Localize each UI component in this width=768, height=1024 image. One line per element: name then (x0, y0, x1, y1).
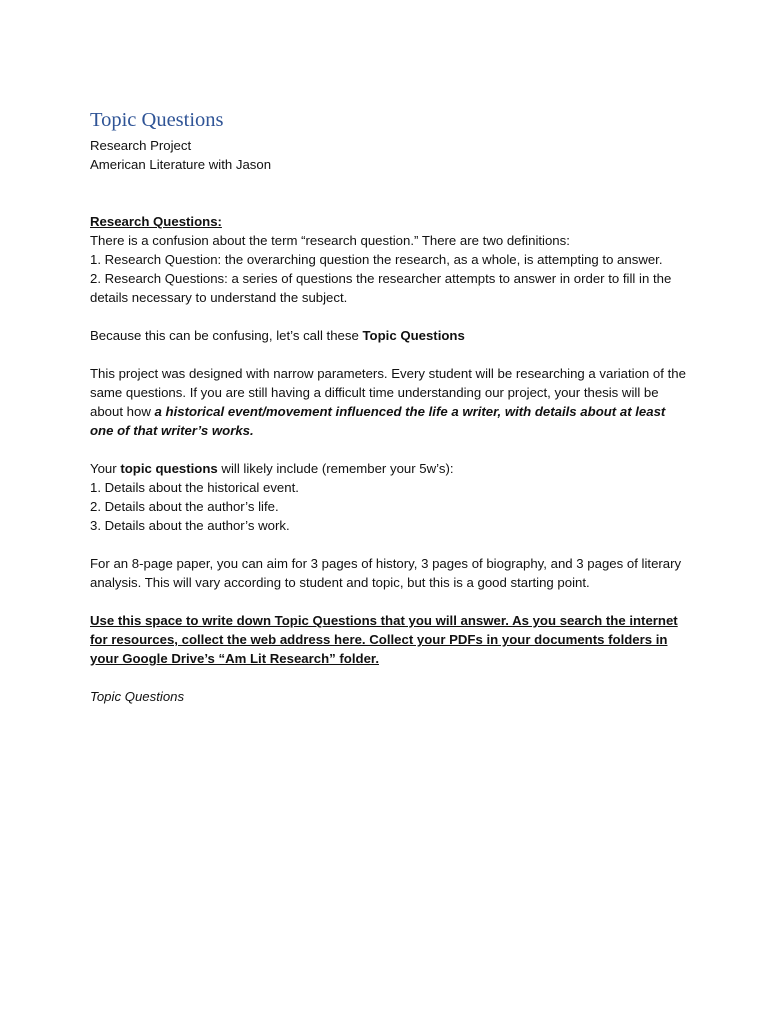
list-item: 3. Details about the author’s work. (90, 518, 290, 533)
spacer (90, 440, 688, 459)
list-item: 2. Details about the author’s life. (90, 499, 279, 514)
spacer (90, 193, 688, 212)
research-questions-intro: There is a confusion about the term “research question.” There are two definitions: (90, 233, 570, 248)
research-questions-section (90, 212, 688, 307)
topic-list-bold: topic questions (120, 461, 218, 476)
project-label: Research Project (90, 138, 192, 153)
course-label: American Literature with Jason (90, 157, 272, 172)
topic-list-section (90, 459, 688, 535)
research-questions-heading: Research Questions: (90, 214, 222, 229)
naming-text: Because this can be confusing, let’s call these (90, 328, 363, 343)
list-item: 1. Details about the historical event. (90, 480, 299, 495)
paper-paragraph: For an 8-page paper, you can aim for 3 pages of history, 3 pages of biography, and 3 pages of literary analysis. This will vary according to student and topic, but this is a good starting point. (90, 556, 682, 590)
spacer (90, 307, 688, 326)
header-subtitle (90, 136, 688, 174)
definition-2: 2. Research Questions: a series of questions the researcher attempts to answer in order to fill in the details necessary to understand the subject. (90, 271, 672, 305)
spacer (90, 668, 688, 687)
project-paragraph (90, 364, 688, 440)
thesis-emphasis: a historical event/movement influenced the life a writer, with details about at least one of that writer’s works. (90, 404, 666, 438)
topic-list-suffix: will likely include (remember your 5w’s): (217, 461, 454, 476)
definition-1: 1. Research Question: the overarching question the research, as a whole, is attempting to answer. (90, 252, 663, 267)
project-text: This project was designed with narrow parameters. Every student will be researching a variation of the same questions. If you are still having a difficult time understanding our project, your thesis will be about how (90, 366, 686, 419)
page-title: Topic Questions (90, 109, 224, 131)
naming-bold: Topic Questions (362, 328, 465, 343)
spacer (90, 535, 688, 554)
spacer (90, 592, 688, 611)
topic-list-prefix: Your (90, 461, 121, 476)
topic-questions-label: Topic Questions (90, 689, 185, 704)
footer-label (90, 687, 688, 706)
naming-paragraph (90, 326, 688, 345)
spacer (90, 174, 688, 193)
instructions-text: Use this space to write down Topic Questions that you will answer. As you search the internet for resources, collect the web address here. Collect your PDFs in your documents folders in your Google Drive’s “Am Lit Research” folder. (90, 613, 678, 666)
spacer (90, 345, 688, 364)
instructions-paragraph (90, 611, 688, 668)
